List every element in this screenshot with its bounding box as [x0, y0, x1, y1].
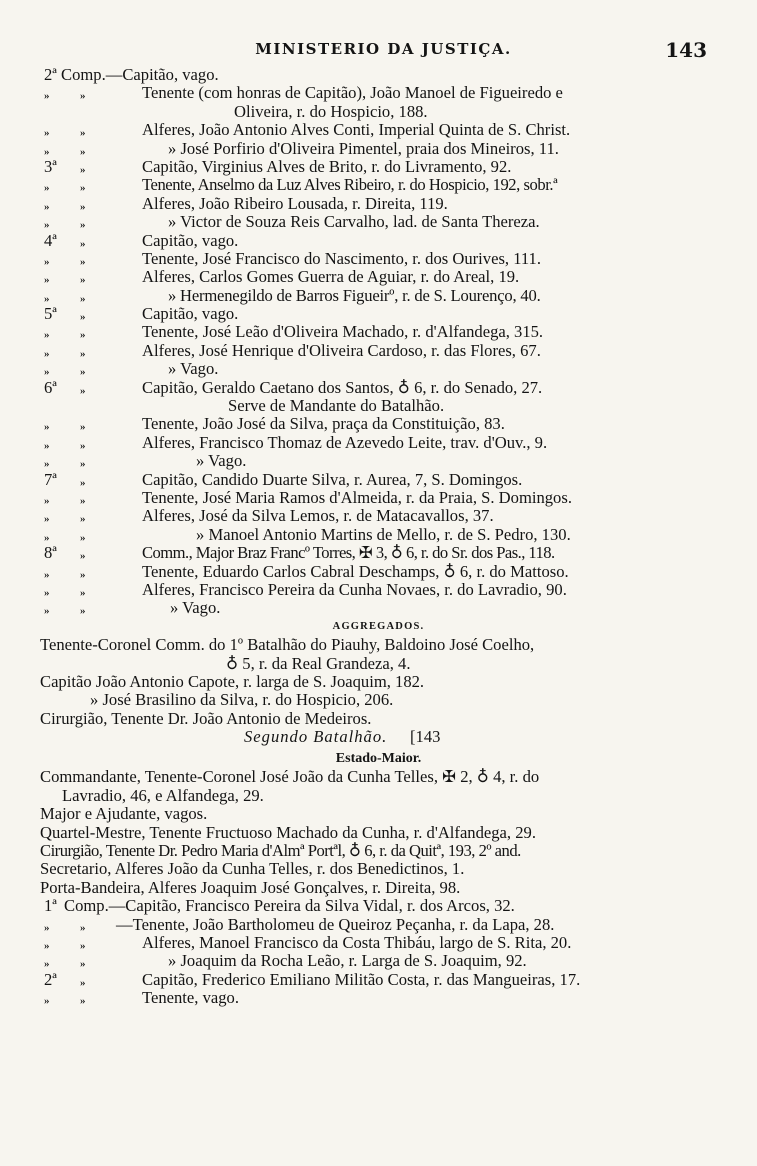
text-segment: Porta-Bandeira, Alferes Joaquim José Gonçalves, r. Direita, 98.: [40, 877, 461, 897]
text-segment: »: [80, 958, 86, 971]
text-segment: »: [44, 347, 50, 360]
text-segment: »: [44, 531, 50, 544]
text-segment: »: [44, 568, 50, 581]
text-segment: »: [44, 439, 50, 452]
text-segment: Comp.—Capitão, Francisco Pereira da Silva Vidal, r. dos Arcos, 32.: [64, 896, 515, 916]
text-line: [0, 158, 757, 176]
text-segment: Alferes, João Antonio Alves Conti, Imperial Quinta de S. Christ.: [142, 120, 571, 140]
running-head: MINISTERIO DA JUSTIÇA.: [255, 40, 512, 58]
text-segment: Alferes, Francisco Thomaz de Azevedo Leite, trav. d'Ouv., 9.: [142, 432, 548, 452]
text-segment: » Hermenegildo de Barros Figueirº, r. de S. Lourenço, 40.: [168, 285, 541, 305]
text-segment: Tenente, Eduardo Carlos Cabral Deschamps, ♁ 6, r. do Mattoso.: [142, 561, 569, 581]
text-segment: »: [44, 127, 50, 140]
text-line: [0, 971, 757, 989]
text-segment: »: [44, 513, 50, 526]
text-line: [0, 342, 757, 360]
section-title: [0, 728, 757, 750]
text-segment: »: [44, 182, 50, 195]
text-segment: »: [44, 995, 50, 1008]
text-segment: Quartel-Mestre, Tenente Fructuoso Machado da Cunha, r. d'Alfandega, 29.: [40, 822, 536, 842]
text-segment: Capitão, vago.: [142, 230, 239, 250]
text-segment: »: [44, 366, 50, 379]
text-segment: Estado-Maior.: [335, 751, 422, 767]
text-line: [0, 213, 757, 231]
text-segment: Tenente, José Francisco do Nascimento, r. dos Ourives, 111.: [142, 248, 542, 268]
text-segment: Secretario, Alferes João da Cunha Telles, r. dos Benedictinos, 1.: [40, 859, 465, 879]
text-line: [0, 599, 757, 617]
text-line: [0, 710, 757, 728]
text-segment: AGGREGADOS.: [332, 620, 425, 632]
text-segment: »: [80, 219, 86, 232]
text-segment: Cirurgião, Tenente Dr. João Antonio de Medeiros.: [40, 708, 372, 728]
text-segment: 5ª: [44, 304, 57, 324]
text-line: [0, 360, 757, 378]
text-segment: »: [44, 145, 50, 158]
text-segment: »: [44, 90, 50, 103]
text-segment: » Manoel Antonio Martins de Mello, r. de S. Pedro, 130.: [196, 524, 571, 544]
text-segment: » Victor de Souza Reis Carvalho, lad. de Santa Thereza.: [168, 212, 540, 232]
text-line: [0, 897, 757, 915]
text-line: [0, 636, 757, 654]
text-segment: Tenente (com honras de Capitão), João Manoel de Figueiredo e: [142, 83, 563, 103]
text-line: [0, 232, 757, 250]
text-segment: »: [44, 255, 50, 268]
text-segment: Alferes, Manoel Francisco da Costa Thibáu, largo de S. Rita, 20.: [142, 932, 572, 952]
text-segment: »: [80, 311, 86, 324]
text-segment: »: [80, 366, 86, 379]
text-segment: »: [80, 163, 86, 176]
text-segment: »: [44, 329, 50, 342]
text-segment: »: [80, 329, 86, 342]
text-segment: »: [80, 995, 86, 1008]
text-segment: »: [44, 200, 50, 213]
text-line: [0, 507, 757, 525]
text-line: [0, 805, 757, 823]
text-segment: »: [44, 421, 50, 434]
text-segment: Tenente, José Maria Ramos d'Almeida, r. da Praia, S. Domingos.: [142, 487, 572, 507]
text-segment: »: [80, 476, 86, 489]
text-segment: »: [80, 513, 86, 526]
text-segment: »: [80, 494, 86, 507]
text-segment: » Vago.: [170, 598, 221, 618]
text-segment: »: [80, 292, 86, 305]
text-segment: »: [80, 550, 86, 563]
text-line: [0, 673, 757, 691]
text-segment: » José Brasilino da Silva, r. do Hospicio, 206.: [90, 690, 394, 710]
text-line: [0, 768, 757, 786]
text-segment: Commandante, Tenente-Coronel José João da Cunha Telles, ✠ 2, ♁ 4, r. do: [40, 767, 540, 787]
text-line: [0, 452, 757, 470]
text-line: [0, 250, 757, 268]
text-line: [0, 916, 757, 934]
text-line: [0, 691, 757, 709]
section-heading: [0, 618, 757, 636]
text-line: [0, 824, 757, 842]
text-segment: »: [80, 237, 86, 250]
text-segment: 6ª: [44, 377, 57, 397]
text-line: [0, 176, 757, 194]
text-segment: 2ª Comp.—Capitão, vago.: [44, 65, 219, 84]
text-segment: 8ª: [44, 543, 57, 563]
text-segment: » Joaquim da Rocha Leão, r. Larga de S. Joaquim, 92.: [168, 951, 527, 971]
text-segment: Cirurgião, Tenente Dr. Pedro Maria d'Almª Portªl, ♁ 6, r. da Quitª, 193, 2º and.: [40, 841, 521, 861]
text-segment: 2ª: [44, 969, 57, 989]
page-number: 143: [665, 38, 707, 62]
text-line: [0, 787, 757, 805]
text-segment: »: [44, 958, 50, 971]
text-segment: »: [80, 127, 86, 140]
text-segment: ♁ 5, r. da Real Grandeza, 4.: [226, 653, 411, 673]
battalion-ref: [143: [410, 727, 441, 747]
text-segment: Alferes, Francisco Pereira da Cunha Novaes, r. do Lavradio, 90.: [142, 579, 567, 599]
text-segment: »: [80, 384, 86, 397]
text-line: [0, 581, 757, 599]
text-line: [0, 879, 757, 897]
text-segment: 1ª: [44, 896, 57, 916]
text-line: [0, 934, 757, 952]
text-line: [0, 268, 757, 286]
text-segment: »: [80, 90, 86, 103]
text-segment: Lavradio, 46, e Alfandega, 29.: [62, 785, 264, 805]
text-line: [0, 287, 757, 305]
text-segment: »: [80, 421, 86, 434]
text-segment: Tenente, vago.: [142, 988, 239, 1008]
text-segment: Capitão, Candido Duarte Silva, r. Aurea, 7, S. Domingos.: [142, 469, 523, 489]
text-segment: Capitão, Virginius Alves de Brito, r. do Livramento, 92.: [142, 156, 512, 176]
text-line: [0, 655, 757, 673]
text-segment: »: [80, 347, 86, 360]
text-segment: —Tenente, João Bartholomeu de Queiroz Peçanha, r. da Lapa, 28.: [116, 914, 555, 934]
text-segment: »: [44, 586, 50, 599]
section-heading: [0, 750, 757, 768]
text-segment: »: [44, 219, 50, 232]
text-segment: Alferes, Carlos Gomes Guerra de Aguiar, r. do Areal, 19.: [142, 267, 520, 287]
text-segment: Tenente, José Leão d'Oliveira Machado, r. d'Alfandega, 315.: [142, 322, 544, 342]
text-segment: »: [80, 586, 86, 599]
battalion-title: Segundo Batalhão.: [244, 727, 388, 747]
text-segment: Capitão João Antonio Capote, r. larga de S. Joaquim, 182.: [40, 671, 425, 691]
text-segment: » Vago.: [196, 451, 247, 471]
text-segment: Alferes, João Ribeiro Lousada, r. Direita, 119.: [142, 193, 448, 213]
text-line: [0, 471, 757, 489]
text-segment: Major e Ajudante, vagos.: [40, 804, 208, 824]
text-line: [0, 66, 757, 84]
text-line: [0, 544, 757, 562]
text-segment: 3ª: [44, 156, 57, 176]
text-segment: »: [80, 939, 86, 952]
text-segment: »: [80, 182, 86, 195]
text-segment: Serve de Mandante do Batalhão.: [228, 396, 445, 416]
text-segment: » José Porfirio d'Oliveira Pimentel, praia dos Mineiros, 11.: [168, 138, 559, 158]
text-line: [0, 415, 757, 433]
text-segment: »: [80, 568, 86, 581]
text-line: [0, 379, 757, 397]
text-line: [0, 842, 757, 860]
text-line: [0, 952, 757, 970]
text-line: [0, 195, 757, 213]
text-segment: Alferes, José da Silva Lemos, r. de Matacavallos, 37.: [142, 506, 494, 526]
text-line: [0, 989, 757, 1007]
text-line: [0, 305, 757, 323]
text-segment: Comm., Major Braz Francº Torres, ✠ 3, ♁ 6, r. do Sr. dos Pas., 118.: [142, 543, 555, 563]
text-segment: 4ª: [44, 230, 57, 250]
text-line: [0, 140, 757, 158]
text-segment: »: [80, 976, 86, 989]
text-segment: Capitão, vago.: [142, 304, 239, 324]
text-line: [0, 489, 757, 507]
text-line: [0, 434, 757, 452]
text-segment: Capitão, Geraldo Caetano dos Santos, ♁ 6, r. do Senado, 27.: [142, 377, 543, 397]
text-segment: »: [80, 255, 86, 268]
text-segment: » Vago.: [168, 359, 219, 379]
text-segment: Capitão, Frederico Emiliano Militão Costa, r. das Mangueiras, 17.: [142, 969, 581, 989]
text-segment: »: [44, 939, 50, 952]
text-segment: Alferes, José Henrique d'Oliveira Cardoso, r. das Flores, 67.: [142, 340, 541, 360]
text-segment: »: [80, 274, 86, 287]
text-segment: »: [80, 531, 86, 544]
text-segment: »: [44, 458, 50, 471]
text-segment: Tenente, João José da Silva, praça da Constituição, 83.: [142, 414, 505, 434]
text-segment: Tenente, Anselmo da Luz Alves Ribeiro, r. do Hospicio, 192, sobr.ª: [142, 175, 558, 195]
text-line: [0, 526, 757, 544]
text-segment: »: [80, 605, 86, 618]
text-line: [0, 860, 757, 878]
text-segment: »: [44, 605, 50, 618]
text-segment: Oliveira, r. do Hospicio, 188.: [234, 101, 428, 121]
text-line: [0, 121, 757, 139]
text-segment: »: [80, 439, 86, 452]
text-segment: »: [80, 921, 86, 934]
text-line: [0, 323, 757, 341]
text-line: [0, 84, 757, 102]
text-segment: Tenente-Coronel Comm. do 1º Batalhão do Piauhy, Baldoino José Coelho,: [40, 635, 535, 655]
text-line: [0, 397, 757, 415]
text-line: [0, 563, 757, 581]
text-segment: 7ª: [44, 469, 57, 489]
text-line: [0, 103, 757, 121]
text-segment: »: [44, 921, 50, 934]
page-header: [40, 40, 727, 66]
text-segment: »: [44, 494, 50, 507]
text-segment: »: [44, 292, 50, 305]
text-segment: »: [44, 274, 50, 287]
text-body: [0, 66, 757, 1008]
text-segment: »: [80, 145, 86, 158]
text-segment: »: [80, 200, 86, 213]
text-segment: »: [80, 458, 86, 471]
